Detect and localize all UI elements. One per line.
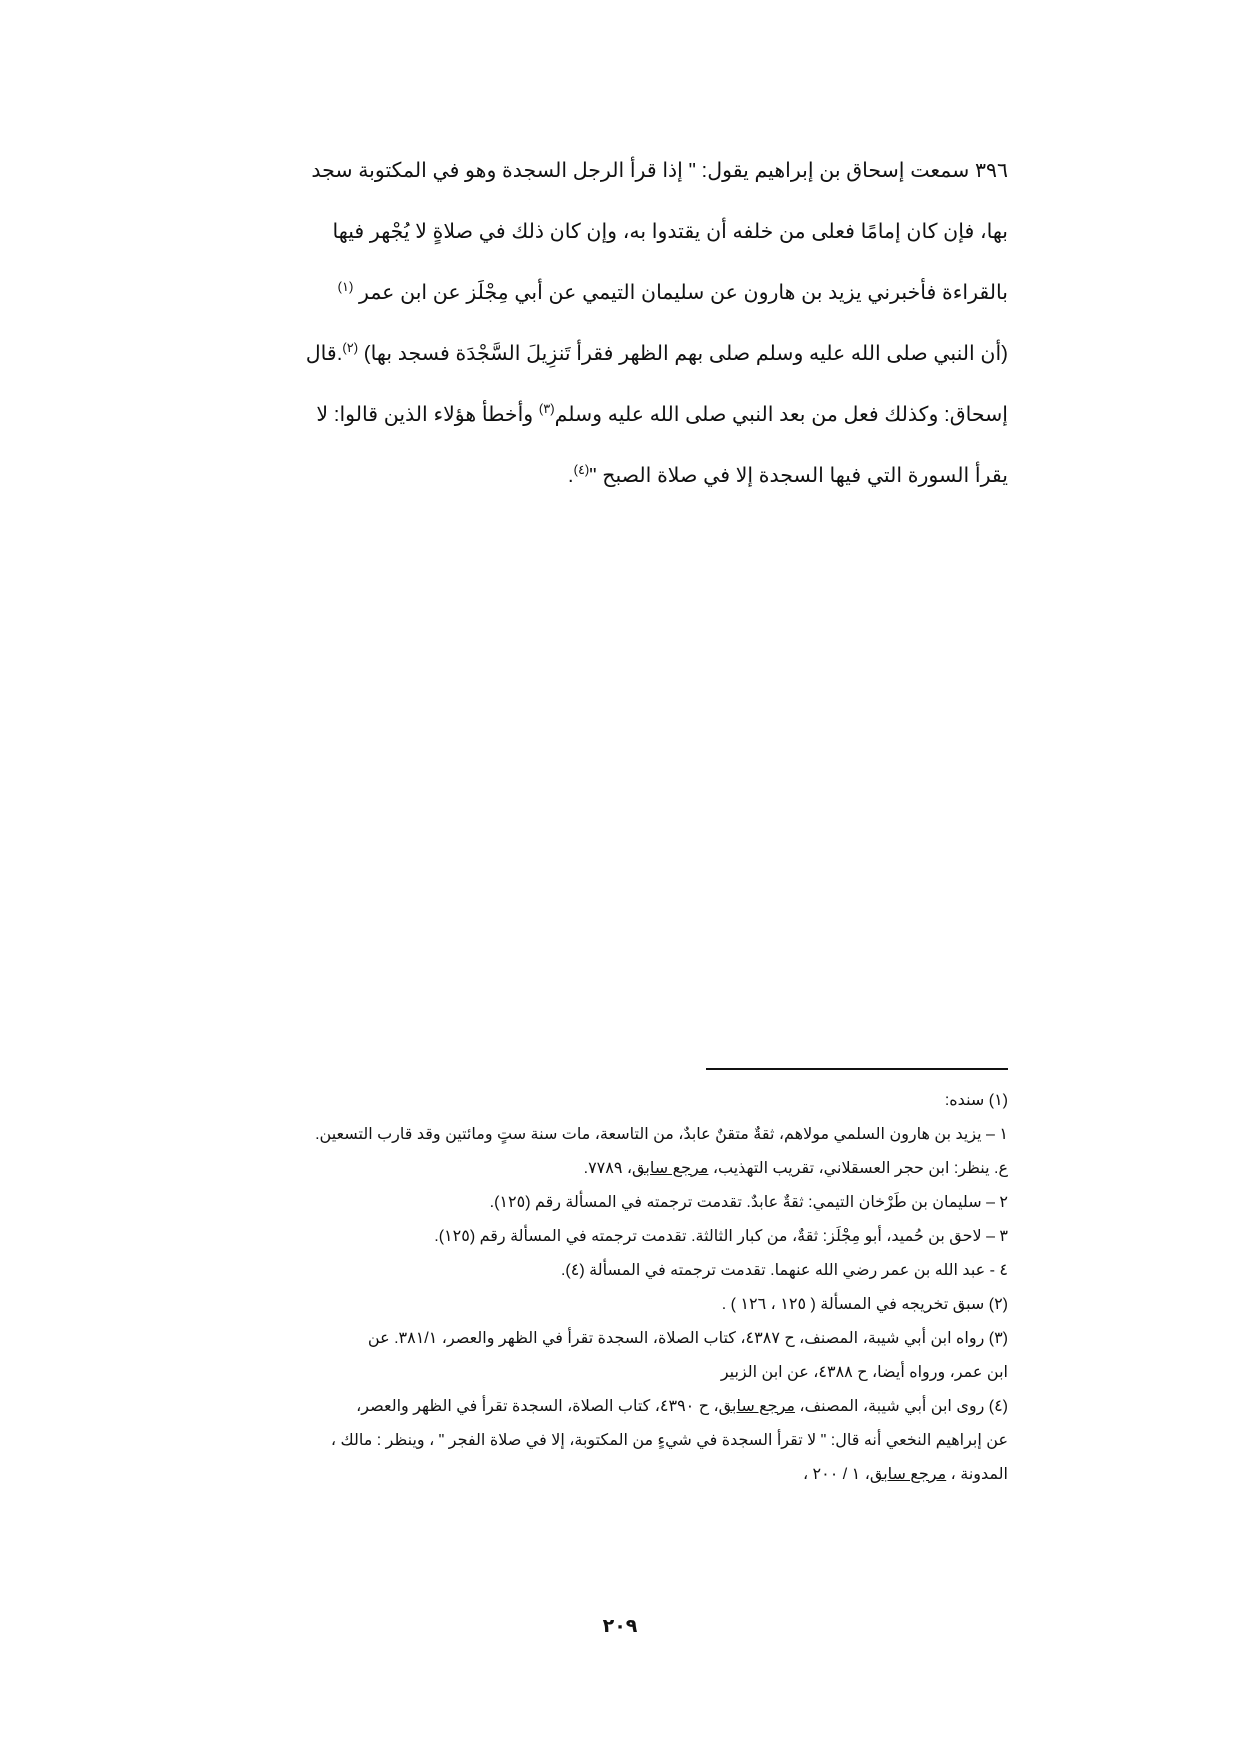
footnote-line: ابن عمر، ورواه أيضا، ح ٤٣٨٨، عن ابن الزبير xyxy=(720,1364,1008,1381)
footnote-ref[interactable]: (١) xyxy=(337,279,354,295)
main-line-text: إسحاق: وكذلك فعل من بعد النبي صلى الله عليه وسلم xyxy=(554,403,1008,426)
footnotes xyxy=(150,1084,1008,1492)
main-line-text: يقرأ السورة التي فيها السجدة إلا في صلاة الصبح " xyxy=(589,464,1008,487)
footnote-line xyxy=(150,1458,1008,1492)
footnote-line: (٣) رواه ابن أبي شيبة، المصنف، ح ٤٣٨٧، كتاب الصلاة، السجدة تقرأ في الظهر والعصر، ٣٨١/١. عن xyxy=(367,1330,1008,1347)
footnote-line: ٤ - عبد الله بن عمر رضي الله عنهما. تقدمت ترجمته في المسألة (٤). xyxy=(560,1262,1008,1279)
footnote-line xyxy=(150,1390,1008,1424)
main-line xyxy=(150,201,1008,262)
reference-link: مرجع سابق xyxy=(869,1466,947,1483)
main-line xyxy=(150,445,1008,506)
main-text xyxy=(150,140,1008,506)
main-line-text: . xyxy=(567,464,574,487)
footnote-text: ع. ينظر: ابن حجر العسقلاني، تقريب التهذيب، xyxy=(712,1160,1008,1177)
main-line xyxy=(150,140,1008,201)
footnote-ref[interactable]: (٤) xyxy=(573,462,590,478)
main-line-text: ٣٩٦ سمعت إسحاق بن إبراهيم يقول: " إذا قرأ الرجل السجدة وهو في المكتوبة سجد xyxy=(311,159,1008,182)
footnote-ref[interactable]: (٣) xyxy=(538,401,555,417)
footnote-text: (٤) روى ابن أبي شيبة، المصنف، xyxy=(799,1398,1008,1415)
main-line-text: وأخطأ هؤلاء الذين قالوا: لا xyxy=(316,403,534,426)
main-line-text: بها، فإن كان إمامًا فعلى من خلفه أن يقتدوا به، وإن كان ذلك في صلاةٍ لا يُجْهر فيها xyxy=(332,220,1008,243)
footnote-line xyxy=(150,1152,1008,1186)
footnote-text: ، ١ / ٢٠٠ ، xyxy=(802,1466,870,1483)
footnote-line: ٢ – سليمان بن طَرْخان التيمي: ثقةٌ عابدٌ. تقدمت ترجمته في المسألة رقم (١٢٥). xyxy=(489,1194,1008,1211)
main-line xyxy=(150,323,1008,384)
footnote-text: ، ح ٤٣٩٠، كتاب الصلاة، السجدة تقرأ في الظهر والعصر، xyxy=(356,1398,719,1415)
reference-link: مرجع سابق xyxy=(718,1398,795,1415)
footnote-text: المدونة ، xyxy=(950,1466,1008,1483)
main-line-text: بالقراءة فأخبرني يزيد بن هارون عن سليمان التيمي عن أبي مِجْلَز عن ابن عمر xyxy=(359,281,1008,304)
footnote-line: عن إبراهيم النخعي أنه قال: " لا تقرأ السجدة في شيءٍ من المكتوبة، إلا في صلاة الفجر " ، وينظر : مالك ، xyxy=(330,1432,1008,1449)
reference-link: مرجع سابق xyxy=(632,1160,709,1177)
footnote-separator xyxy=(706,1068,1008,1070)
footnote-ref[interactable]: (٢) xyxy=(342,340,359,356)
footnote-text: ، ٧٧٨٩. xyxy=(583,1160,633,1177)
main-line-text: .قال xyxy=(305,342,343,365)
footnote-line: (١) سنده: xyxy=(944,1092,1008,1109)
main-line xyxy=(150,262,1008,323)
main-line-text: (أن النبي صلى الله عليه وسلم صلى بهم الظهر فقرأ تَنزِيلَ السَّجْدَة فسجد بها) xyxy=(363,342,1008,365)
footnote-line: ٣ – لاحق بن حُميد، أبو مِجْلَز: ثقةٌ، من كبار الثالثة. تقدمت ترجمته في المسألة رقم (١٢٥). xyxy=(434,1228,1008,1245)
footnote-line: (٢) سبق تخريجه في المسألة ( ١٢٥ ، ١٢٦ ) . xyxy=(721,1296,1008,1313)
page-number: ٢٠٩ xyxy=(602,1616,638,1637)
footnote-line: ١ – يزيد بن هارون السلمي مولاهم، ثقةٌ متقنٌ عابدٌ، من التاسعة، مات سنة ستٍ ومائتين وقد قارب التسعين. xyxy=(315,1126,1008,1143)
main-line xyxy=(150,384,1008,445)
